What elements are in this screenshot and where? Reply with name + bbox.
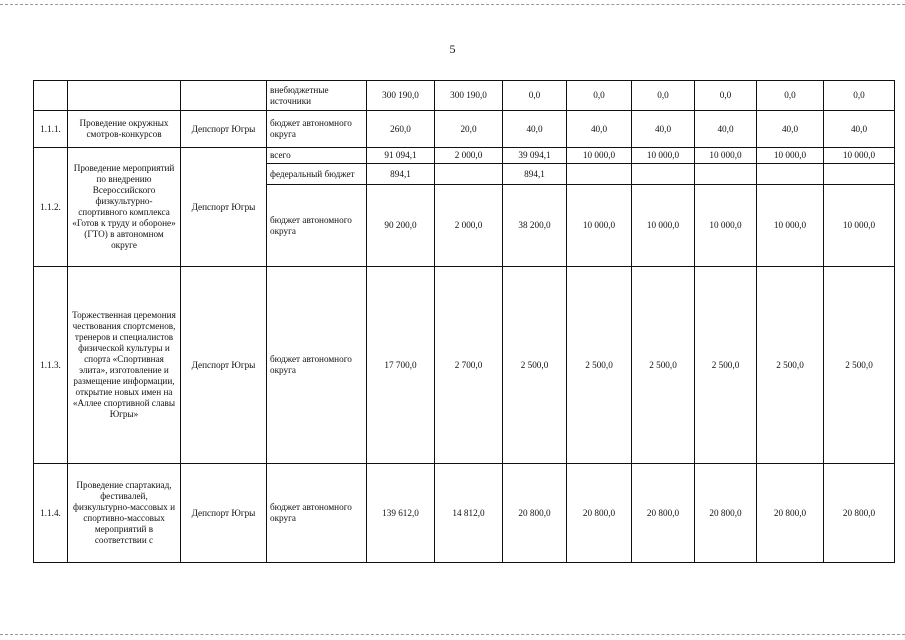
item-title	[68, 81, 181, 111]
funding-value: 300 190,0	[367, 81, 435, 111]
funding-value: 20 800,0	[757, 464, 824, 563]
funding-value: 0,0	[824, 81, 895, 111]
scan-bottom-edge	[0, 634, 905, 635]
funding-value: 10 000,0	[757, 148, 824, 164]
funding-value: 40,0	[695, 111, 757, 148]
funding-value	[757, 164, 824, 185]
funding-value: 40,0	[757, 111, 824, 148]
funding-value: 40,0	[632, 111, 695, 148]
funding-value	[435, 164, 503, 185]
item-code: 1.1.1.	[34, 111, 68, 148]
funding-value: 91 094,1	[367, 148, 435, 164]
funding-value: 894,1	[367, 164, 435, 185]
funding-value: 2 000,0	[435, 185, 503, 267]
item-executor: Депспорт Югры	[181, 111, 267, 148]
funding-value: 10 000,0	[695, 185, 757, 267]
page-number: 5	[449, 42, 456, 56]
funding-value: 10 000,0	[632, 148, 695, 164]
table-row	[34, 111, 895, 148]
funding-value: 894,1	[503, 164, 567, 185]
item-title: Проведение спартакиад, фестивалей, физкультурно-массовых и спортивно-массовых мероприятий в соответствии с	[68, 464, 181, 563]
funding-value: 260,0	[367, 111, 435, 148]
funding-value: 20 800,0	[824, 464, 895, 563]
funding-source: бюджет автономного округа	[267, 464, 367, 563]
funding-value: 20,0	[435, 111, 503, 148]
funding-value: 20 800,0	[503, 464, 567, 563]
funding-value: 2 500,0	[503, 267, 567, 464]
scan-top-edge	[0, 4, 905, 5]
funding-value: 10 000,0	[567, 185, 632, 267]
funding-value: 10 000,0	[757, 185, 824, 267]
funding-value: 0,0	[695, 81, 757, 111]
item-code: 1.1.2.	[34, 148, 68, 267]
funding-source: бюджет автономного округа	[267, 267, 367, 464]
funding-source: внебюджетные источники	[267, 81, 367, 111]
funding-source: всего	[267, 148, 367, 164]
table-row	[34, 464, 895, 563]
funding-value	[567, 164, 632, 185]
item-executor	[181, 81, 267, 111]
funding-value: 0,0	[757, 81, 824, 111]
item-executor: Депспорт Югры	[181, 464, 267, 563]
item-title: Проведение окружных смотров-конкурсов	[68, 111, 181, 148]
item-code: 1.1.3.	[34, 267, 68, 464]
funding-value: 2 500,0	[632, 267, 695, 464]
funding-value: 2 700,0	[435, 267, 503, 464]
funding-value	[695, 164, 757, 185]
funding-value: 39 094,1	[503, 148, 567, 164]
funding-source: бюджет автономного округа	[267, 111, 367, 148]
funding-value: 38 200,0	[503, 185, 567, 267]
funding-value: 10 000,0	[695, 148, 757, 164]
funding-value: 40,0	[824, 111, 895, 148]
funding-value	[632, 164, 695, 185]
item-title: Проведение мероприятий по внедрению Всероссийского физкультурно-спортивного комплекса «Готов к труду и обороне» (ГТО) в автономном округе	[68, 148, 181, 267]
funding-value: 139 612,0	[367, 464, 435, 563]
funding-value: 2 500,0	[824, 267, 895, 464]
item-code: 1.1.4.	[34, 464, 68, 563]
table-row	[34, 267, 895, 464]
funding-value: 10 000,0	[632, 185, 695, 267]
funding-value: 40,0	[503, 111, 567, 148]
funding-source: федеральный бюджет	[267, 164, 367, 185]
funding-table	[33, 80, 895, 563]
funding-source: бюджет автономного округа	[267, 185, 367, 267]
funding-value: 20 800,0	[632, 464, 695, 563]
funding-value: 2 500,0	[567, 267, 632, 464]
funding-value: 10 000,0	[824, 185, 895, 267]
funding-value	[824, 164, 895, 185]
funding-value: 14 812,0	[435, 464, 503, 563]
item-executor: Депспорт Югры	[181, 148, 267, 267]
funding-value: 10 000,0	[567, 148, 632, 164]
funding-value: 300 190,0	[435, 81, 503, 111]
item-code	[34, 81, 68, 111]
funding-value: 40,0	[567, 111, 632, 148]
funding-value: 20 800,0	[695, 464, 757, 563]
funding-value: 20 800,0	[567, 464, 632, 563]
funding-value: 2 500,0	[757, 267, 824, 464]
funding-value: 0,0	[632, 81, 695, 111]
item-title: Торжественная церемония чествования спортсменов, тренеров и специалистов физической культуры и спорта «Спортивная элита», изготовление и размещение информации, открытие новых имен на «Аллее спортивной славы Югры»	[68, 267, 181, 464]
funding-value: 2 000,0	[435, 148, 503, 164]
funding-value: 10 000,0	[824, 148, 895, 164]
funding-value: 0,0	[567, 81, 632, 111]
funding-value: 90 200,0	[367, 185, 435, 267]
funding-value: 0,0	[503, 81, 567, 111]
table-row	[34, 148, 895, 164]
funding-value: 17 700,0	[367, 267, 435, 464]
item-executor: Депспорт Югры	[181, 267, 267, 464]
funding-value: 2 500,0	[695, 267, 757, 464]
table-row	[34, 81, 895, 111]
